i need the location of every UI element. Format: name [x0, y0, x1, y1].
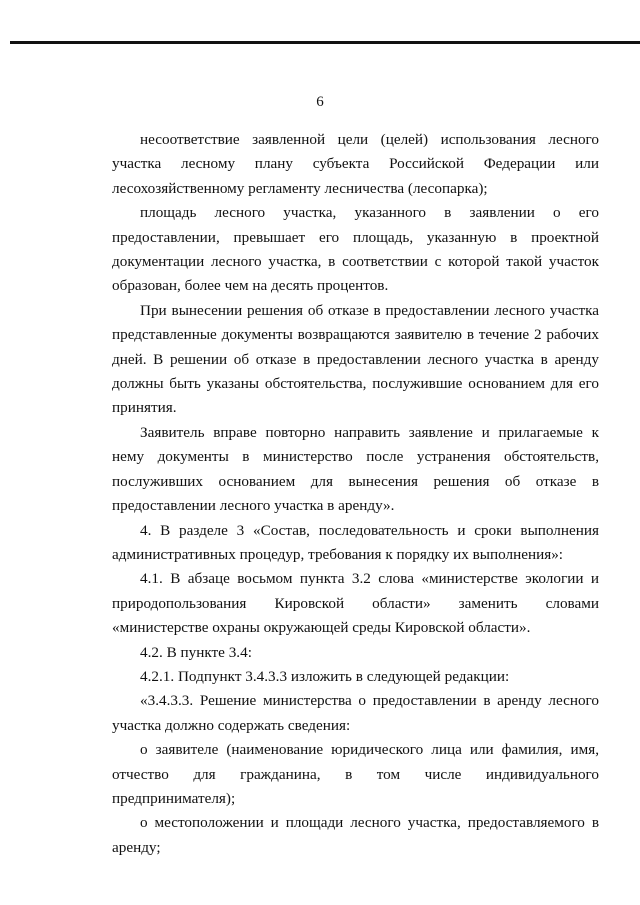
paragraph-2: площадь лесного участка, указанного в заявлении о его предоставлении, превышает его площадь, указанную в проектной документации лесного участка, в соответствии с которой такой участок образован, более чем на десять процентов.	[112, 204, 599, 295]
page-number: 6	[316, 94, 324, 110]
paragraph-6: 4.1. В абзаце восьмом пункта 3.2 слова «министерстве экологии и природопользования Кировской области» заменить словами «министерстве охраны окружающей среды Кировской области».	[112, 570, 599, 637]
paragraph-11: о местоположении и площади лесного участка, предоставляемого в аренду;	[112, 814, 599, 856]
paragraph-4: Заявитель вправе повторно направить заявление и прилагаемые к нему документы в министерство после устранения обстоятельств, послуживших основанием для вынесения решения об отказе в предоставлении лесного участка в аренду».	[112, 423, 599, 515]
document-body	[112, 128, 599, 860]
paragraph-3: При вынесении решения об отказе в предоставлении лесного участка представленные документы возвращаются заявителю в течение 2 рабочих дней. В решении об отказе в предоставлении лесного участка в аренду должны быть указаны обстоятельства, послужившие основанием для его принятия.	[112, 301, 599, 417]
paragraph-10: о заявителе (наименование юридического лица или фамилия, имя, отчество для гражданина, в том числе индивидуального предпринимателя);	[112, 741, 599, 807]
paragraph-5: 4. В разделе 3 «Состав, последовательность и сроки выполнения административных процедур, требования к порядку их выполнения»:	[112, 521, 599, 563]
paragraph-1: несоответствие заявленной цели (целей) использования лесного участка лесному плану субъекта Российской Федерации или лесохозяйственному регламенту лесничества (лесопарка);	[112, 131, 599, 197]
paragraph-8: 4.2.1. Подпункт 3.4.3.3 изложить в следующей редакции:	[140, 667, 510, 685]
paragraph-7: 4.2. В пункте 3.4:	[140, 643, 252, 661]
paragraph-9: «3.4.3.3. Решение министерства о предоставлении в аренду лесного участка должно содержать сведения:	[112, 692, 599, 734]
header-rule	[10, 41, 640, 44]
